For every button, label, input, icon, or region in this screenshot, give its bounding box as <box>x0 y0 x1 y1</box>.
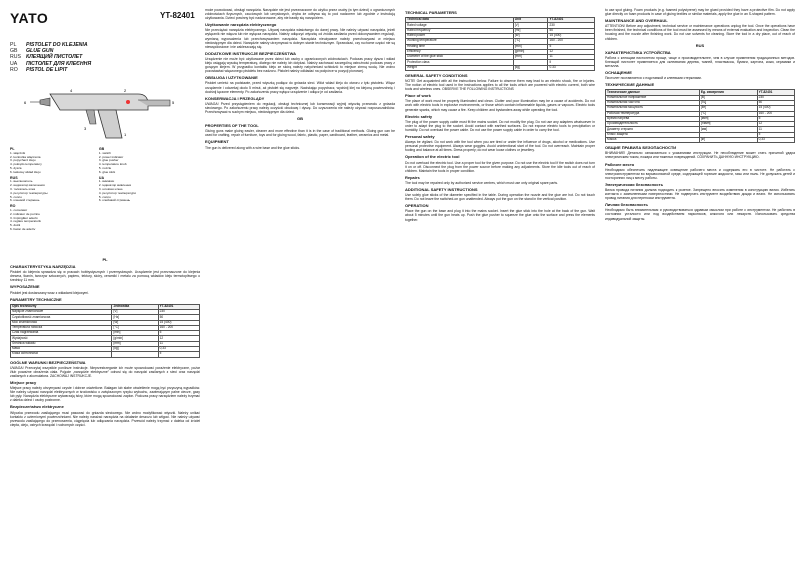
table-cell: 160 - 200 <box>757 111 794 116</box>
table-cell: [W] <box>513 33 548 38</box>
paragraph: ВНИМАНИЕ! Детально ознакомиться с указаниями инструкции. Не несоблюдение может стать причиной удара электрическим током, пожара или тяжелых повреждений. СОХРАНИТЬ ДАННУЮ ИНСТРУКЦИЮ. <box>605 151 795 160</box>
paragraph: Pistolet jest dostarczany wraz z wkładami klejowymi. <box>10 290 89 295</box>
title-row: GB GLUE GUN <box>10 48 54 55</box>
section-heading: ОСНАЩЕНИЕ <box>605 70 632 76</box>
table-cell: 11 <box>548 55 595 60</box>
table-cell: II <box>158 352 199 357</box>
section-heading: ADDITIONAL SAFETY INSTRUCTIONS <box>405 186 478 192</box>
paragraph: Always be vigilant. Do not work with the tool when you are tired or under the influence of drugs, alcohol or medications. Use personal protective equipment. Always wear goggles. Avoid unintentional start of the tool. Do not overreach. Maintain proper footing and balance at all times. Dress properly; do not wear loose clothes or jewellery. <box>405 140 595 153</box>
table-row <box>11 352 200 357</box>
table-cell: Номинальная частота <box>606 100 700 105</box>
table-cell: [В] <box>699 95 757 100</box>
table-row <box>606 137 795 142</box>
section-heading: WYPOSAŻENIE <box>10 284 40 290</box>
column-2 <box>205 8 395 151</box>
table-cell: Масса <box>606 137 700 142</box>
paragraph: UWAGA! Przeczytaj wszystkie poniższe instrukcje. Nieprzestrzeganie ich może spowodować porażenie elektryczne, pożar i/lub poważne obrażenia ciała. Pojęcie „narzędzie elektryczne” odnosi się do narzędzi zasilanych z sieci oraz narzędzi zasilanych z akumulatora. ZACHOWAJ INSTRUKCJE. <box>10 365 200 378</box>
table-cell: [мин] <box>699 116 757 121</box>
svg-text:1: 1 <box>124 132 127 137</box>
spec-table <box>10 304 200 358</box>
svg-text:3: 3 <box>84 126 87 131</box>
paragraph: Pistolet do klejenia sprawdza się w pracach hobbystycznych i przemysłowych. Urządzenie jest przeznaczone do klejenia drewna, tkanin, tworzyw sztucznych, papieru, tektury, skóry, ceramiki i metalu za pomocą wkładów kleju termotopliwego o średnicy 11 mm. <box>10 270 200 283</box>
model-number: YT-82401 <box>160 11 195 20</box>
table-cell: Производительность <box>606 122 700 127</box>
table-cell: Working temperature <box>406 39 514 44</box>
table-cell: Диаметр стержня <box>606 127 700 132</box>
parts-group: GB 1. switch 2. power indicator 3. glue pusher 4. temperature knob 5. nozzle 6. glue stick <box>98 147 127 174</box>
table-header-cell: Ед. измерения <box>699 90 757 95</box>
table-cell: [kg] <box>112 347 158 352</box>
table-cell: [min] <box>513 44 548 49</box>
table-cell <box>112 352 158 357</box>
table-cell: 15 (400) <box>757 106 794 111</box>
table-row <box>406 65 595 70</box>
pl-section <box>10 255 200 428</box>
table-cell: [kg] <box>513 65 548 70</box>
parts-group: UA 1. вимикач 2. індикатор живлення 3. штовхач клею 4. регулятор температури 5. сопло 6. клейовий стрижень <box>98 175 136 203</box>
table-cell: Temperatura robocza <box>11 325 112 330</box>
paragraph: może powodować, obsługi narzędzia. Narzędzie nie jest przeznaczone do użytku przez osoby (w tym dzieci) o ograniczonych zdolnościach fizycznych, czuciowych lub umysłowych, chyba że odbywa się to pod nadzorem lub zgodnie z instrukcją użytkowania. Dzieci powinny być nadzorowane, aby nie bawiły się narzędziem. <box>205 8 395 21</box>
table-cell: Diameter of the glue stick <box>406 55 514 60</box>
table-cell: 15 (400) <box>158 320 199 325</box>
table-cell: 230 <box>158 310 199 315</box>
table-cell: 0,33 <box>158 347 199 352</box>
table-cell: Efficiency <box>406 49 514 54</box>
table-cell: [W] <box>112 320 158 325</box>
section-heading: GENERAL SAFETY CONDITIONS <box>405 72 468 78</box>
column-4 <box>605 8 795 222</box>
section-heading: ХАРАКТЕРИСТИКА УСТРОЙСТВА <box>605 49 671 55</box>
table-cell: 5 <box>548 44 595 49</box>
table-cell: 160 - 200 <box>548 39 595 44</box>
table-cell: 12 <box>158 336 199 341</box>
parts-legend <box>10 148 200 234</box>
table-header-cell: Opis techniczny <box>11 304 112 309</box>
section-heading: Electric safety <box>405 113 433 119</box>
table-cell: Czas nagrzewania <box>11 331 112 336</box>
table-cell: 11 <box>757 127 794 132</box>
section-heading: OGÓLNE WARUNKI BEZPIECZEŃSTWA <box>10 359 86 365</box>
table-cell: [g/min] <box>513 49 548 54</box>
paragraph: Пистолет поставляется с подставкой и клеевыми стержнями. <box>605 76 702 81</box>
paragraph: Работа с клеящим пистолетом проще, чище и производительнее, чем в случае применения традиционных методов. Клеящий пистолет применяется для склеивания дерева, тканей, пластмассы, бумаги, картона, кожи, керамики и металла. <box>605 55 795 69</box>
table-cell: Napięcie znamionowe <box>11 310 112 315</box>
parts-group: PL 1. włącznik 2. kontrolka włączenia 3. popychacz kleju 4. pokrętło temperatury 5. dysza 6. laskowy wkład kleju <box>10 147 42 174</box>
table-cell: 0.33 <box>548 65 595 70</box>
table-cell: Protection class <box>406 60 514 65</box>
paragraph: Place the gun on the base and plug it into the mains socket. Insert the glue stick into the hole at the back of the gun. Wait about 5 minutes until the gun heats up. Push the glue pusher to squeeze the glue onto the surface and press the elements together. <box>405 209 595 222</box>
table-cell: II <box>757 132 794 137</box>
table-cell: [mm] <box>513 55 548 60</box>
table-row <box>606 111 795 116</box>
table-cell: Рабочая температура <box>606 111 700 116</box>
paragraph: The tool may be repaired only by authorized service centres, which must use only original spare parts. <box>405 180 559 185</box>
title-row: RUS КЛЕЯЩИЙ ПИСТОЛЕТ <box>10 54 83 61</box>
section-heading: RUS <box>695 42 705 48</box>
table-header-cell: YT-82401 <box>158 304 199 309</box>
paragraph: to use spot gluing. Foam products (e.g. foamed polystyrene) may be glued provided they have a protective film. Do not apply glue directly on foam products in case of gluing textiles or similar materials, apply the glue in an S-shaped pattern. <box>605 8 795 17</box>
table-cell: 15 (400) <box>548 33 595 38</box>
section-heading: PL <box>102 257 108 262</box>
table-cell: [mm] <box>112 341 158 346</box>
table-cell: [г/мин] <box>699 122 757 127</box>
section-heading: TECHNICAL PARAMETERS <box>405 10 457 15</box>
paragraph: The gun is delivered along with a wire base and the glue sticks. <box>205 145 300 150</box>
paragraph: ATTENTION! Before any adjustment, technical service or maintenance operations unplug the tool. Once the operations have been finished, the technical conditions of the tool must be assessed by means of external evaluation and inspection. Clean the housing and the nozzle after finishing work. Do not use solvents for cleaning. Store the tool in a dry place, out of reach of children. <box>605 24 795 41</box>
table-cell: [°C] <box>513 39 548 44</box>
table-cell: Średnica wkładu <box>11 341 112 346</box>
table-cell: Rated power <box>406 33 514 38</box>
table-header-cell: Jednostka <box>112 304 158 309</box>
section-heading: PARAMETRY TECHNICZNE <box>10 296 62 302</box>
table-cell: [Вт] <box>699 106 757 111</box>
paragraph: Use solely glue sticks of the diameter specified in the table. During operation the nozzle and the glue are hot. Do not touch them. Do not leave the switched-on gun unattended. Always put the gun on the stand in the vertical position. <box>405 193 595 202</box>
table-cell: Класс защиты <box>606 132 700 137</box>
paragraph: Do not overload the electric tool. Use a proper tool for the given purpose. Do not use the electric tool if the switch does not turn it on or off. Disconnect the plug from the power source before making any adjustments. Store the idle tools out of reach of children. Maintain the tools in proper condition. <box>405 160 595 173</box>
section-heading: Электрическая безопасность <box>605 181 664 187</box>
paragraph: Miejsce pracy należy utrzymywać czyste i dobrze oświetlone. Bałagan lub słabe oświetlenie mogą być przyczyną wypadków. Nie należy używać narzędzi elektrycznych w środowisku o zwiększonym ryzyku wybuchu, zawierającym palne ciecze, gazy lub pyły. Narzędzia elektryczne wytwarzają iskry, które mogą spowodować zapłon. Podczas pracy narzędziem należy trzymać z daleka dzieci i osoby postronne. <box>10 386 200 403</box>
table-cell: 5 <box>158 331 199 336</box>
table-cell: [кг] <box>699 137 757 142</box>
table-header-cell: YT-82401 <box>548 18 595 23</box>
section-heading: Personal safety <box>405 134 435 140</box>
paragraph: NOTE! Get acquainted with all the instructions below. Failure to observe them may lead to an electric shock, fire or injuries. The notion of electric tool used in the instructions applies to all the tools which are powered with electric current, both wire tools and wireless ones. OBSERVE THE FOLLOWING INSTRUCTIONS <box>405 79 595 92</box>
table-cell: Wydajność <box>11 336 112 341</box>
svg-text:2: 2 <box>124 88 127 93</box>
product-titles <box>10 42 200 73</box>
paragraph: Pistolet umieść na podstawie, przed wtyczką podłącz do gniazda sieci. Włóż wkład kleju do otworu z tyłu pistoletu. Włącz urządzenie i odczekaj około 5 minut, aż pistolet się nagrzeje. Naciskając popychacz, wyciśnij klej na klejoną powierzchnię i dociśnij łączone elementy. Po zakończeniu pracy wyłącz urządzenie i odłącz je od zasilania. <box>205 81 395 94</box>
table-cell: [мм] <box>699 127 757 132</box>
table-cell: II <box>548 60 595 65</box>
table-cell: Номинальная мощность <box>606 106 700 111</box>
section-heading: Miejsce pracy <box>10 379 37 385</box>
table-cell: [V] <box>513 23 548 28</box>
brand-logo: YATO <box>10 10 49 26</box>
section-heading: PROPERTIES OF THE TOOL <box>205 123 259 129</box>
paragraph: Nie przeciążać narzędzia elektrycznego. Używaj narzędzia właściwego do danej pracy. Nie należy używać narzędzia, jeżeli wyłącznik nie włącza lub nie wyłącza narzędzia. Należy odłączyć wtyczkę od źródła zasilania przed dokonywaniem regulacji, wymianą wyposażenia lub przechowywaniem narzędzia. Narzędzia nieużywane należy przechowywać w miejscu niedostępnym dla dzieci. Narzędzie należy utrzymywać w dobrym stanie technicznym. Sprawdzać, czy ruchome części nie są niewspółosiowe i nie zakleszczają się. <box>205 28 395 49</box>
table-cell: 50 <box>158 315 199 320</box>
section-heading: MAINTENANCE AND OVERHAUL <box>605 18 668 24</box>
table-cell: [min] <box>112 331 158 336</box>
paragraph: Необходимо быть внимательным и руководствоваться здравым смыслом при работе с инструментом. Не работать в состоянии усталости или под воздействием наркотиков, алкоголя или лекарств. Использовать средства индивидуальной защиты. <box>605 208 795 221</box>
table-cell: 12 <box>757 122 794 127</box>
paragraph: Вилка провода питания должна подходить к розетке. Запрещено вносить изменения в конструкцию вилки. Избегать контакта с заземленными поверхностями. Не подвергать инструмент воздействию дождя и влаги. Не использовать провод питания для переноски инструмента. <box>605 187 795 201</box>
table-cell: [g/min] <box>112 336 158 341</box>
table-header-cell: Технические данные <box>606 90 700 95</box>
table-cell: [V] <box>112 310 158 315</box>
table-cell: 11 <box>158 341 199 346</box>
table-cell: Heating time <box>406 44 514 49</box>
table-header-cell: Technical data <box>406 18 514 23</box>
section-heading: KONSERWACJA I PRZEGLĄDY <box>205 95 265 101</box>
section-heading: Użytkowanie narzędzia elektrycznego <box>205 22 277 28</box>
svg-text:5: 5 <box>172 100 175 105</box>
table-header-cell: Unit <box>513 18 548 23</box>
column-3 <box>405 8 595 223</box>
section-heading: OPERATION <box>405 203 429 209</box>
table-cell: 0,33 <box>757 137 794 142</box>
table-cell: Masa <box>11 347 112 352</box>
table-cell: Rated frequency <box>406 28 514 33</box>
paragraph: Urządzenie nie może być użytkowane przez dzieci lub osoby o ograniczonych zdolnościach. Podczas pracy dysza i wkład kleju osiągają wysoką temperaturę, dlatego nie należy ich dotykać. Należy zachować szczególną ostrożność podczas pracy z gorącym klejem. W przypadku kontaktu kleju ze skórą należy natychmiast schłodzić to miejsce zimną wodą. Nie wolno pozostawiać włączonego pistoletu bez nadzoru. Pistolet należy odkładać na podpórce w pozycji pionowej. <box>205 56 395 74</box>
table-cell: 230 <box>548 23 595 28</box>
section-heading: Личная безопасность <box>605 202 649 208</box>
table-cell: 12 <box>548 49 595 54</box>
paragraph: The place of work must be properly illuminated and clean. Clutter and poor illumination may be a cause of accidents. Do not work with electric tools in explosive environments, or those which contain inflammable liquids, gases or vapours. Electric tools generate sparks, which may cause a fire. Keep children and bystanders away while operating the tool. <box>405 99 595 112</box>
section-heading: OBSŁUGA I UŻYTKOWANIE <box>205 75 258 81</box>
section-heading: Repairs <box>405 174 420 180</box>
table-cell: Время нагрева <box>606 116 700 121</box>
section-heading: CHARAKTERYSTYKA NARZĘDZIA <box>10 264 76 270</box>
paragraph: Gluing guns make gluing easier, cleaner and more effective than it is in the case of traditional methods. Gluing gun can be used for crafting, repair of furniture, toys and for gluing wood, fabric, plastic, paper, cardboard, leather, ceramics and metal. <box>205 129 395 138</box>
section-heading: Рабочее место <box>605 161 635 167</box>
table-cell: Częstotliwość znamionowa <box>11 315 112 320</box>
section-heading: Bezpieczeństwo elektryczne <box>10 404 64 410</box>
table-cell: 50 <box>548 28 595 33</box>
table-cell: Rated voltage <box>406 23 514 28</box>
parts-group: RUS 1. выключатель 2. индикатор включения 3. толкатель клея 4. регулятор температуры 5. сопло 6. клеевой стержень <box>10 175 48 203</box>
table-cell: [°C] <box>112 325 158 330</box>
svg-text:6: 6 <box>24 100 27 105</box>
title-row: PL PISTOLET DO KLEJENIA <box>10 42 88 48</box>
table-cell: 50 <box>757 100 794 105</box>
table-cell: [Hz] <box>513 28 548 33</box>
section-heading: GB <box>297 116 303 122</box>
table-cell: [°C] <box>699 111 757 116</box>
parts-group: RO 1. comutator 2. indicator de pornire 3. împingător adeziv 4. reglare temperatură 5. duză 6. baton de adeziv <box>10 204 41 231</box>
spec-table <box>605 89 795 143</box>
title-row: UA ПІСТОЛЕТ ДЛЯ КЛЕЄННЯ <box>10 60 92 67</box>
title-row: RO PISTOL DE LIPIT <box>10 66 68 73</box>
table-cell: [Hz] <box>112 315 158 320</box>
section-heading: ТЕХНИЧЕСКИЕ ДАННЫЕ <box>605 82 655 88</box>
svg-text:4: 4 <box>70 88 73 93</box>
paragraph: The plug of the power supply cable must fit the mains socket. Do not modify the plug. Do not use any adapters whatsoever in order to adapt the plug to the socket. Avoid contact with earthed surfaces. Do not expose electric tools to precipitation or humidity. Do not overload the power cable. Do not use the power supply cable in order to carry the tool. <box>405 119 595 132</box>
section-heading: DODATKOWE INSTRUKCJE BEZPIECZEŃSTWA <box>205 50 297 56</box>
section-heading: EQUIPMENT <box>205 139 229 145</box>
glue-gun-illustration <box>20 80 180 142</box>
table-cell: [Гц] <box>699 100 757 105</box>
paragraph: Необходимо обеспечить надлежащее освещение рабочего места и содержать его в чистоте. Не работать с электроинструментом во взрывоопасной среде, содержащей горючие жидкости, газы или пыль. Не допускать детей и посторонних лиц к месту работы. <box>605 167 795 180</box>
section-heading: Operation of the electric tool <box>405 154 460 160</box>
table-cell: 160 - 200 <box>158 325 199 330</box>
section-heading: Place of work <box>405 93 431 99</box>
table-cell: 230 <box>757 95 794 100</box>
spec-table <box>405 17 595 71</box>
paragraph: UWAGA! Przed przystąpieniem do regulacji, obsługi technicznej lub konserwacji wyjmij wtyczkę przewodu z gniazda sieciowego. Po zakończeniu pracy należy oczyścić obudowę i dyszę. Do czyszczenia nie należy używać rozpuszczalników. Przechowywać w suchym miejscu, niedostępnym dla dzieci. <box>205 101 395 114</box>
table-cell: Weight <box>406 65 514 70</box>
table-cell: Moc znamionowa <box>11 320 112 325</box>
table-header-cell: YT-82401 <box>757 90 794 95</box>
table-cell: 5 <box>757 116 794 121</box>
table-cell: Klasa ochronności <box>11 352 112 357</box>
section-heading: ОБЩИЕ ПРАВИЛА БЕЗОПАСНОСТИ <box>605 145 677 151</box>
table-cell: Номинальное напряжение <box>606 95 700 100</box>
paragraph: Wtyczka przewodu zasilającego musi pasować do gniazda sieciowego. Nie wolno modyfikować wtyczki. Należy unikać kontaktu z uziemionymi powierzchniami. Nie należy narażać narzędzia na działanie deszczu lub wilgoci. Nie należy używać przewodu zasilającego do przenoszenia, ciągnięcia lub odłączania narzędzia. Przewód należy trzymać z daleka od źródeł ciepła, oleju, ostrych krawędzi i ruchomych części. <box>10 410 200 427</box>
